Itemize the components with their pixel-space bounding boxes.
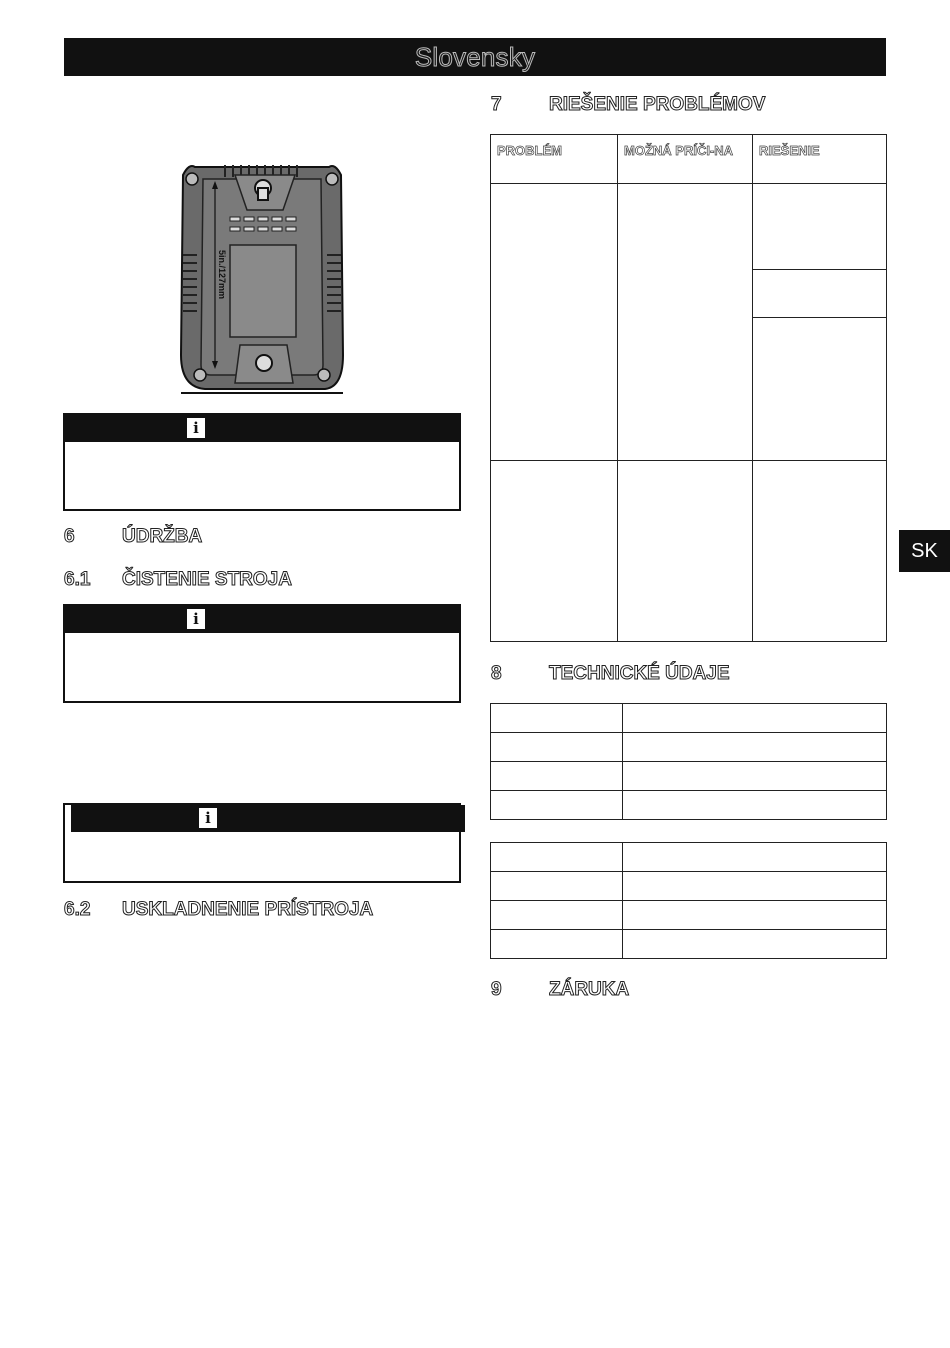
subsection-heading bbox=[64, 899, 373, 921]
table-cell bbox=[753, 318, 887, 461]
page-language-title: Slovensky bbox=[414, 41, 536, 72]
section-heading bbox=[64, 526, 202, 548]
charger-bottom-illustration bbox=[175, 155, 350, 400]
table-cell bbox=[623, 704, 887, 733]
info-note-header bbox=[65, 606, 459, 633]
table-cell bbox=[491, 901, 623, 930]
table-cell bbox=[491, 791, 623, 820]
info-icon: i bbox=[187, 609, 205, 629]
table-cell bbox=[753, 270, 887, 318]
table-cell bbox=[618, 184, 753, 461]
table-row bbox=[491, 762, 887, 791]
section-title: ČISTENIE STROJA bbox=[122, 569, 292, 590]
info-note-header bbox=[71, 805, 465, 832]
table-header-cell bbox=[491, 135, 618, 184]
table-cell bbox=[491, 843, 623, 872]
section-title: RIEŠENIE PROBLÉMOV bbox=[549, 94, 766, 115]
section-heading bbox=[491, 94, 765, 116]
subsection-heading bbox=[64, 569, 292, 591]
table-cell bbox=[623, 901, 887, 930]
section-title: ZÁRUKA bbox=[549, 979, 630, 1000]
info-icon: i bbox=[199, 808, 217, 828]
table-header-row bbox=[491, 135, 887, 184]
table-row bbox=[491, 843, 887, 872]
page-header-bar bbox=[64, 38, 886, 76]
table-cell bbox=[623, 733, 887, 762]
table-cell bbox=[623, 872, 887, 901]
table-cell bbox=[491, 872, 623, 901]
section-title: TECHNICKÉ ÚDAJE bbox=[549, 663, 730, 684]
table-row bbox=[491, 184, 887, 270]
table-cell bbox=[491, 704, 623, 733]
table-cell bbox=[491, 733, 623, 762]
table-cell bbox=[753, 461, 887, 642]
table-cell bbox=[491, 461, 618, 642]
column-header-solution: RIEŠENIE bbox=[759, 143, 820, 158]
section-number: 7 bbox=[491, 94, 502, 115]
section-heading bbox=[491, 979, 629, 1001]
section-number: 6.2 bbox=[64, 899, 91, 920]
column-header-problem: PROBLÉM bbox=[497, 143, 562, 158]
table-cell bbox=[491, 930, 623, 959]
table-cell bbox=[623, 762, 887, 791]
language-code: SK bbox=[911, 539, 938, 562]
troubleshooting-table bbox=[490, 134, 887, 642]
table-cell bbox=[618, 461, 753, 642]
technical-data-table bbox=[490, 703, 887, 820]
section-title: ÚDRŽBA bbox=[122, 526, 203, 547]
section-title: USKLADNENIE PRÍSTROJA bbox=[122, 899, 374, 920]
table-cell bbox=[623, 843, 887, 872]
info-note-box bbox=[63, 413, 461, 511]
table-row bbox=[491, 872, 887, 901]
table-cell bbox=[623, 930, 887, 959]
section-number: 6 bbox=[64, 526, 75, 547]
section-number: 8 bbox=[491, 663, 502, 684]
language-side-tab bbox=[899, 530, 950, 572]
table-cell bbox=[623, 791, 887, 820]
info-note-header bbox=[65, 415, 459, 442]
dimension-label: 5in./127mm bbox=[217, 250, 227, 300]
table-cell bbox=[491, 184, 618, 461]
technical-data-table bbox=[490, 842, 887, 959]
table-row bbox=[491, 930, 887, 959]
section-number: 9 bbox=[491, 979, 502, 1000]
table-row bbox=[491, 733, 887, 762]
column-header-cause: MOŽNÁ PRÍČI-NA bbox=[624, 143, 734, 158]
table-row bbox=[491, 901, 887, 930]
table-header-cell bbox=[753, 135, 887, 184]
info-note-box bbox=[63, 803, 461, 883]
section-heading bbox=[491, 663, 730, 685]
table-row bbox=[491, 791, 887, 820]
table-cell bbox=[753, 184, 887, 270]
table-header-cell bbox=[618, 135, 753, 184]
table-cell bbox=[491, 762, 623, 791]
info-note-box bbox=[63, 604, 461, 703]
info-icon: i bbox=[187, 418, 205, 438]
table-row bbox=[491, 461, 887, 642]
table-row bbox=[491, 704, 887, 733]
section-number: 6.1 bbox=[64, 569, 91, 590]
